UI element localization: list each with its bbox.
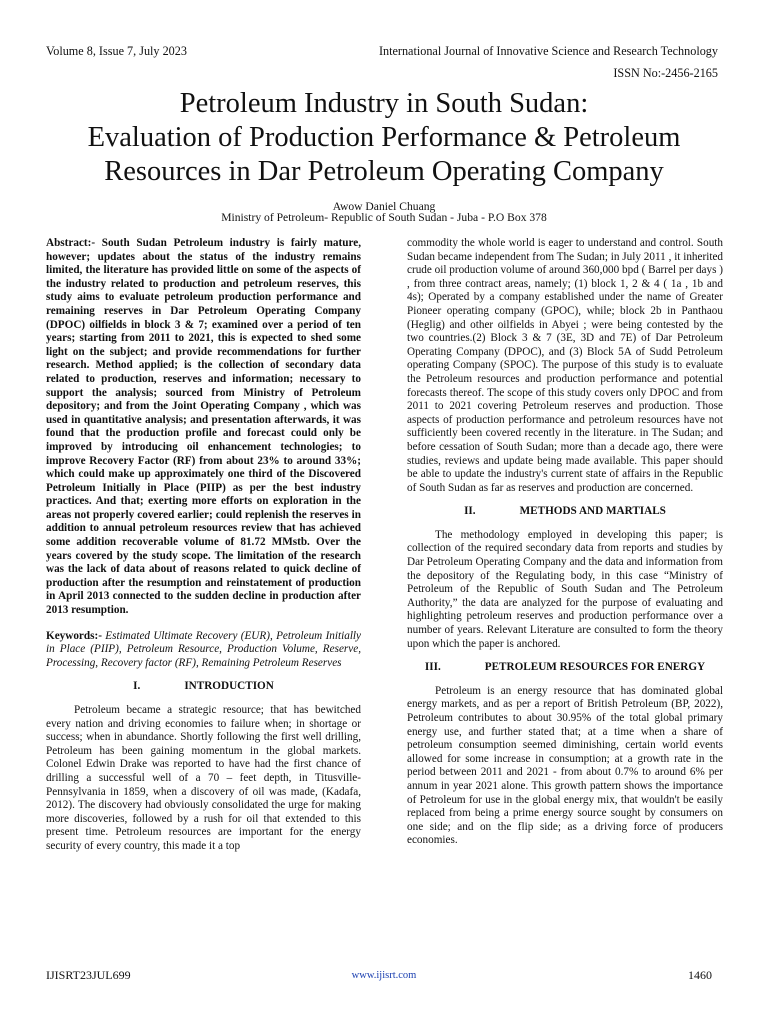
author-name: Awow Daniel Chuang — [332, 200, 436, 213]
keywords-text: Estimated Ultimate Recovery (EUR), Petroleum Initially in Place (PIIP), Petroleum Resource, Production Volume, Reserve, Processing, Recovery factor (RF), Remaining Petroleum Reserves — [46, 629, 361, 669]
volume-info: Volume 8, Issue 7, July 2023 — [46, 44, 187, 58]
section-heading-resources — [407, 661, 723, 675]
section-number: I. — [133, 680, 141, 693]
abstract: Abstract:- South Sudan Petroleum industry is fairly mature, however; updates about the status of the industry remains limited, the literature has provided little on some of the aspects of the industry related to production and petroleum reserves, this study aims to evaluate petroleum production performance and remaining reserves in Dar Petroleum Operating Company (DPOC) oilfields in block 3 & 7; examined over a period of ten years; starting from 2011 to 2021, this is expected to shed some light on the subject; and provide recommendations for further research. Method applied; is the collection of secondary data related to production, reserves and information; necessary to support the analysis; sourced from Ministry of Petroleum depository; and from the Joint Operating Company , which was used in quantitative analysis; and presentation afterwards, it was found that the production profile and forecast could only be improved by introducing oil enhancement technologies; to improve Recovery Factor (RF) from about 23% to around 33%; which could make up approximately one third of the Discovered Petroleum Initially in Place (PIIP) as per the best industry practices. And that; exerting more efforts on exploration in the areas not properly covered earlier; could replenish the reserves in addition to annual petroleum resources review that has achieved some addition recoverable volume of 81.72 MMstb. Over the years covered by the study scope. The limitation of the research was the lack of data about of reasons related to quick decline of production after the resumption and reinstatement of production in April 2013 connected to the sudden decline in production after 2013 resumption. — [46, 237, 361, 617]
introduction-paragraph-1: Petroleum became a strategic resource; that has bewitched every nation and driving economies to failure when; in shortage or success; when in abundance. Shortly following the first well drilling, Petroleum has been gaining momentum in the global markets. Colonel Edwin Drake was reported to have had the first chance of drilling a successful well of a 70 – feet depth, in Titusville- Pennsylvania in 1859, when a discovery of oil was made, (Kadafa, 2012). The discovery had obviously consolidated the urge for making more discoveries, followed by a rush for oil that extended to this present time. Petroleum resources are important for the energy security of every country, this made it a top — [46, 704, 361, 852]
section-title: INTRODUCTION — [184, 680, 274, 693]
paper-title — [20, 87, 748, 189]
issn: ISSN No:-2456-2165 — [613, 66, 718, 80]
introduction-paragraph-2: commodity the whole world is eager to understand and control. South Sudan became independent from The Sudan; in July 2011 , it inherited crude oil production volume of around 360,000 bpd ( Barrel per days ) , from three contract areas, namely; (1) block 1, 2 & 4 ( 1a , 1b and 4s); Operated by a company established under the name of Greater Pioneer operating company (GPOC), while; block 2b in Panthaou (Heglig) and other oilfields in Abyei ; were being contested by the two countries.(2) Block 3 & 7 (3E, 3D and 7E) of Dar Petroleum Operating Company (DPOC), and (3) Block 5A of Sudd Petroleum operating Company (SPOC). The purpose of this study is to evaluate the Petroleum resources and production performance and potential forecasts thereof. The scope of this study covers only DPOC and from 2011 to 2021 covering Petroleum reserves and production. Those aspects of production performance and petroleum resources have not sufficiently been covered recently in the literature. in The Sudan; and before cessation of South Sudan; more than a decade ago, there were studies, reviews and update being made available. This paper should be able to update the industry's current state of affairs in the Republic of South Sudan as far as reserves and production are concerned. — [407, 237, 723, 494]
title-line-3: Resources in Dar Petroleum Operating Company — [104, 156, 664, 187]
section-number: III. — [424, 661, 441, 674]
methods-paragraph: The methodology employed in developing this paper; is collection of the required secondary data from reports and studies by Dar Petroleum Operating Company and the data and information from the depository of the Regulating body, in this case “Ministry of Petroleum of the Republic of South Sudan and The Petroleum Authority,” the data are analyzed for the purpose of evaluating and highlighting petroleum reserves and production performance over a number of years. Relevant Literature are consulted to form the theory upon which the paper is anchored. — [407, 528, 723, 650]
keywords — [46, 630, 361, 671]
journal-url[interactable]: www.ijisrt.com — [351, 970, 417, 981]
journal-name: International Journal of Innovative Science and Research Technology — [378, 44, 718, 58]
right-column — [407, 237, 723, 848]
paper-id: IJISRT23JUL699 — [46, 968, 131, 982]
section-heading-methods — [407, 505, 723, 519]
title-line-1: Petroleum Industry in South Sudan: — [179, 88, 589, 119]
author-affiliation: Ministry of Petroleum- Republic of South Sudan - Juba - P.O Box 378 — [221, 211, 547, 224]
section-heading-introduction — [46, 680, 361, 694]
section-title: METHODS AND MARTIALS — [519, 505, 666, 518]
section-title: PETROLEUM RESOURCES FOR ENERGY — [484, 661, 706, 674]
resources-paragraph: Petroleum is an energy resource that has dominated global energy markets, and as per a report of British Petroleum (BP, 2022), Petroleum contributes to about 30.95% of the total global primary energy use, and further stated that; at a time when a share of petroleum consumption seemed diminishing, certain world events allowed for some increase in consumption; at a growth rate in the period between 2011 and 2021 - from about 0.7% to around 6% per annum in year 2021 alone. This growth pattern shows the importance of Petroleum for use in the global energy mix, that wouldn't be easily replaced from being a prime energy source sought by consumers on one side; and on the flip side; as a driving force of producers economies. — [407, 684, 723, 847]
section-number: II. — [464, 505, 476, 518]
keywords-label: Keywords:- — [46, 629, 102, 642]
left-column — [46, 237, 361, 854]
title-line-2: Evaluation of Production Performance & Petroleum — [87, 122, 681, 153]
page-number: 1460 — [688, 968, 712, 982]
